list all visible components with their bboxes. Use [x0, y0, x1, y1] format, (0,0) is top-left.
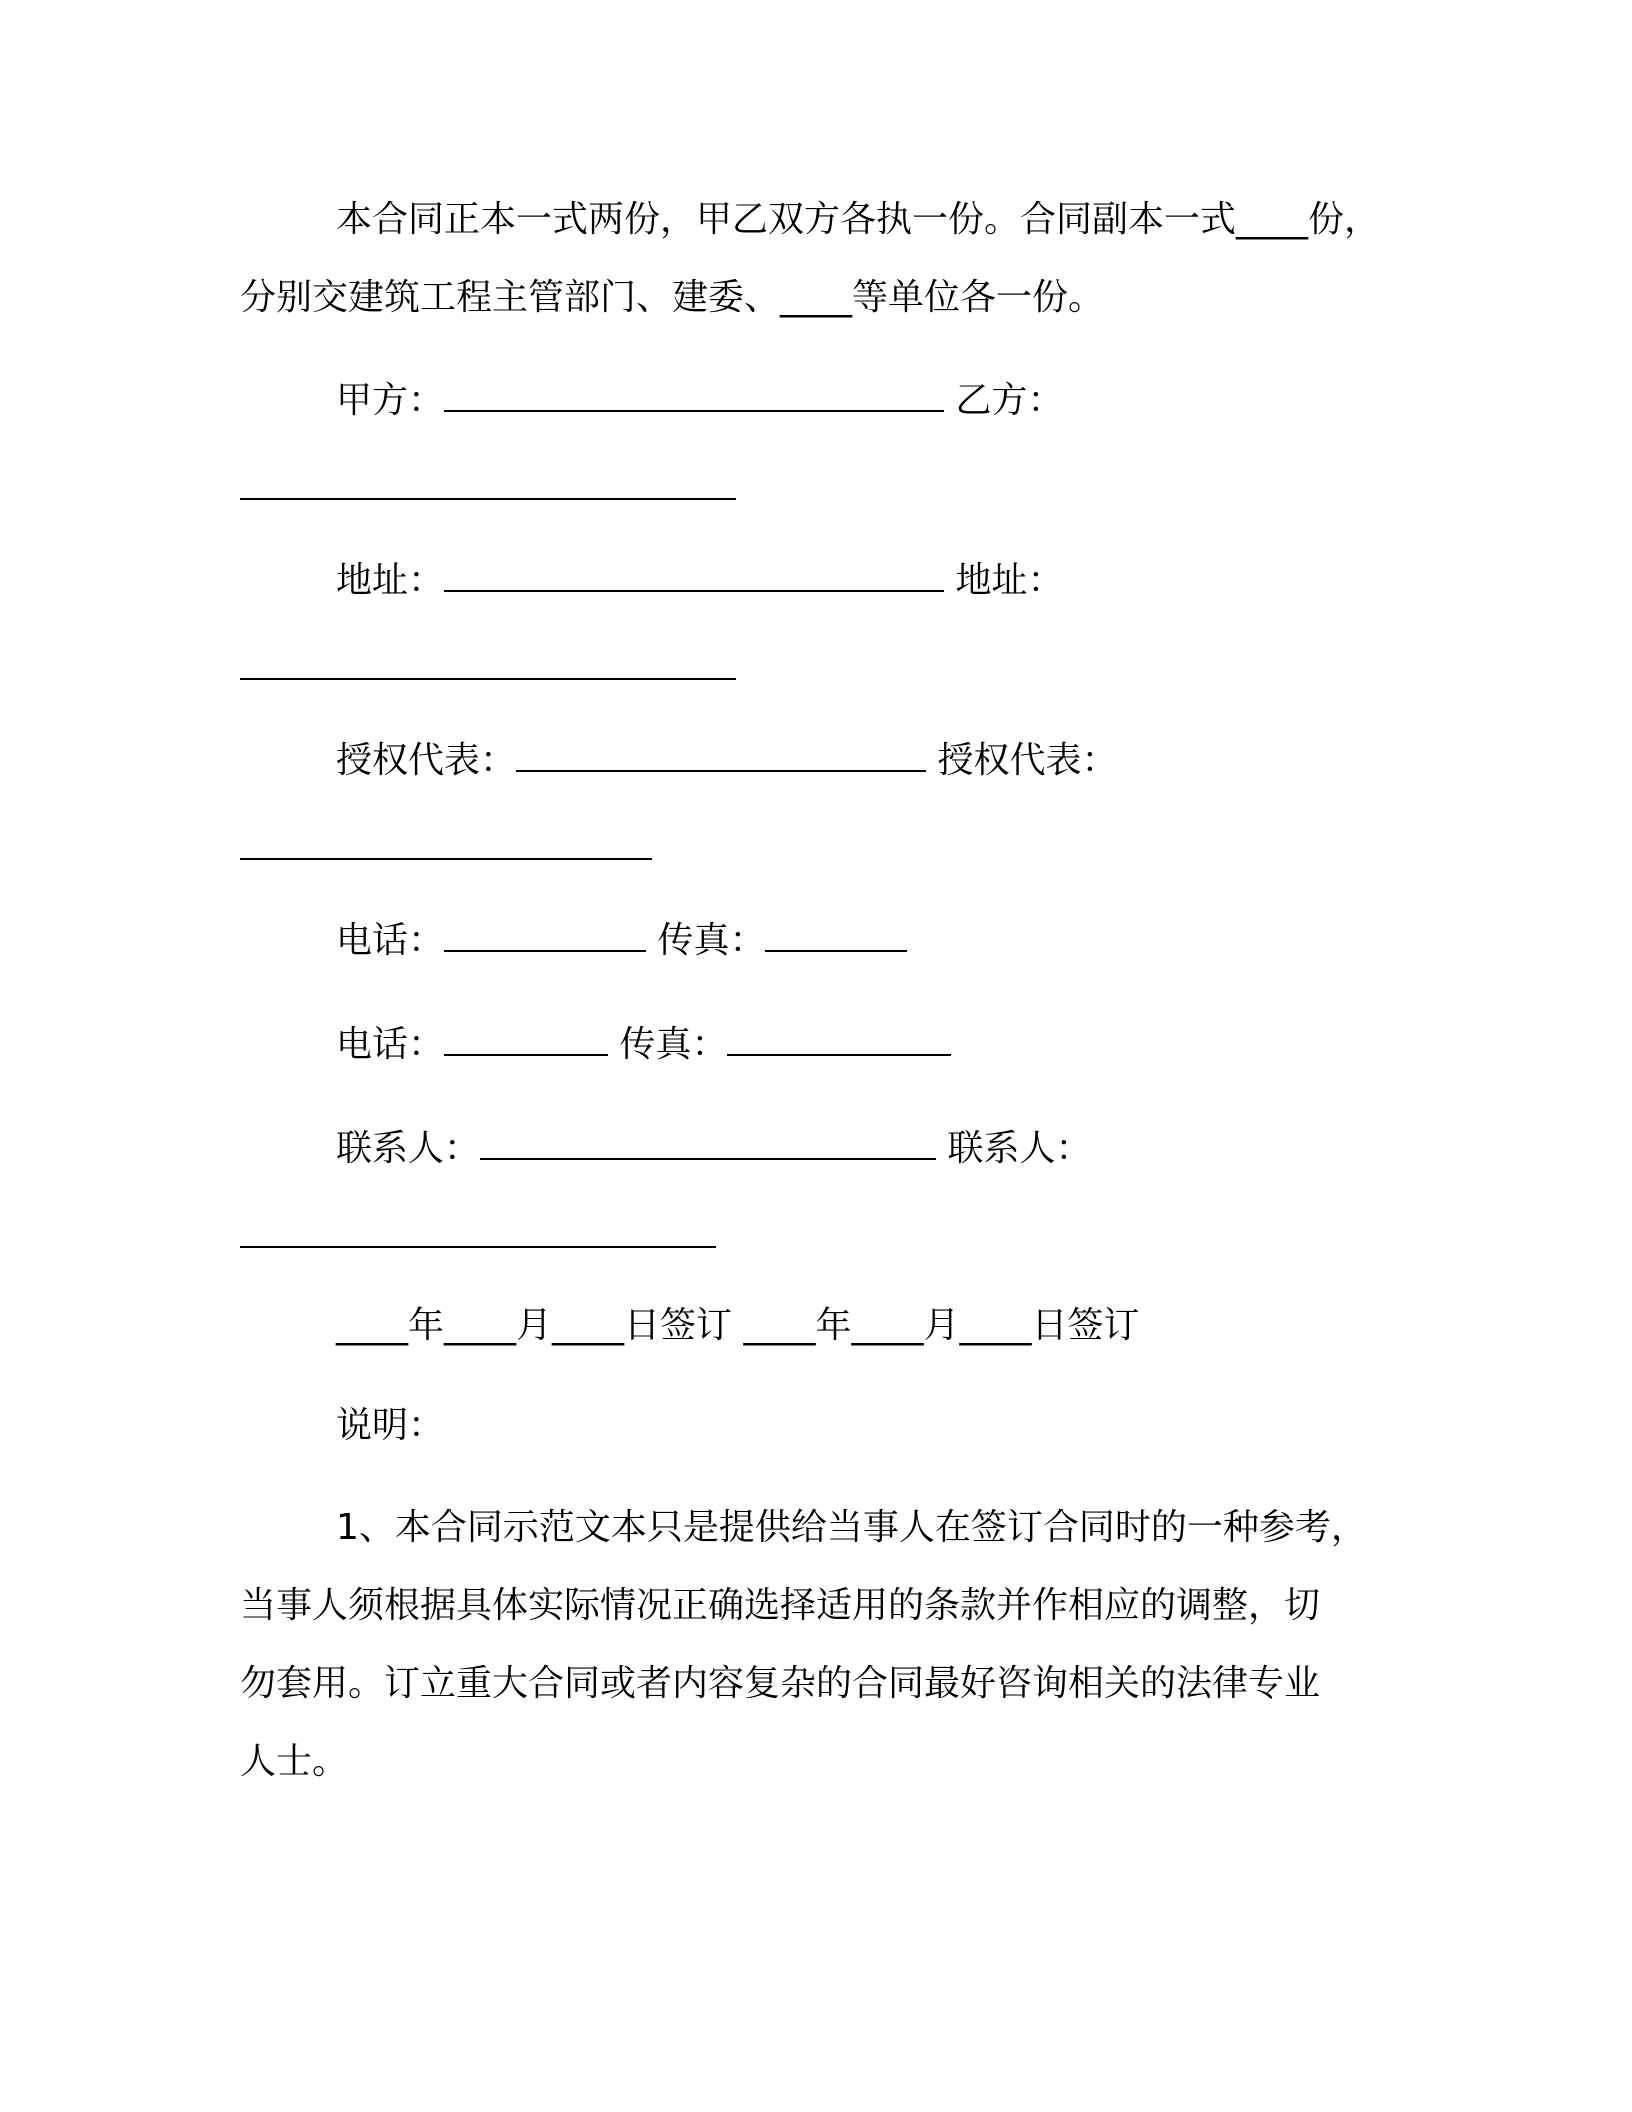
party-b-blank: [240, 462, 736, 500]
address-a-label: 地址：: [336, 560, 445, 601]
note1-line1: 1、本合同示范文本只是提供给当事人在签订合同时的一种参考，: [336, 1507, 1367, 1548]
address-b-blank: [240, 642, 736, 680]
rep-a-label: 授权代表：: [336, 740, 517, 781]
copies-paragraph-line2: 分别交建筑工程主管部门、建委、____等单位各一份。: [240, 277, 1105, 318]
rep-a-blank: [516, 734, 926, 772]
representative-row: [336, 734, 1117, 785]
rep-b-blank-row: [240, 822, 652, 873]
fax1-blank: [765, 914, 907, 952]
contact-a-blank: [480, 1122, 936, 1160]
contact-b-blank-row: [240, 1210, 716, 1261]
address-a-blank: [444, 554, 944, 592]
note1-line4: 人士。: [240, 1741, 349, 1782]
contact-row: [336, 1122, 1091, 1173]
phone2-blank: [444, 1018, 608, 1056]
notes-title: 说明：: [336, 1405, 445, 1446]
address-b-blank-row: [240, 642, 736, 693]
address-b-label: 地址：: [955, 560, 1064, 601]
contact-a-label: 联系人：: [336, 1128, 481, 1169]
address-row: [336, 554, 1063, 605]
copies-paragraph-line1: 本合同正本一式两份，甲乙双方各执一份。合同副本一式____份，: [336, 199, 1381, 240]
fax2-label: 传真：: [619, 1024, 728, 1065]
phone-fax-row-1: [336, 914, 907, 965]
fax2-blank: [727, 1018, 951, 1056]
phone2-label: 电话：: [336, 1024, 445, 1065]
contact-b-label: 联系人：: [947, 1128, 1092, 1169]
rep-b-label: 授权代表：: [937, 740, 1118, 781]
contact-b-blank: [240, 1210, 716, 1248]
party-a-blank: [444, 374, 944, 412]
party-row: [336, 374, 1063, 425]
signing-date-line: ____年____月____日签订 ____年____月____日签订: [336, 1305, 1140, 1346]
party-b-blank-row: [240, 462, 736, 513]
note1-line3: 勿套用。订立重大合同或者内容复杂的合同最好咨询相关的法律专业: [240, 1663, 1321, 1704]
party-b-label: 乙方：: [955, 380, 1064, 421]
rep-b-blank: [240, 822, 652, 860]
phone1-blank: [444, 914, 646, 952]
note1-line2: 当事人须根据具体实际情况正确选择适用的条款并作相应的调整，切: [240, 1585, 1321, 1626]
fax1-label: 传真：: [657, 920, 766, 961]
party-a-label: 甲方：: [336, 380, 445, 421]
phone-fax-row-2: [336, 1018, 951, 1069]
phone1-label: 电话：: [336, 920, 445, 961]
